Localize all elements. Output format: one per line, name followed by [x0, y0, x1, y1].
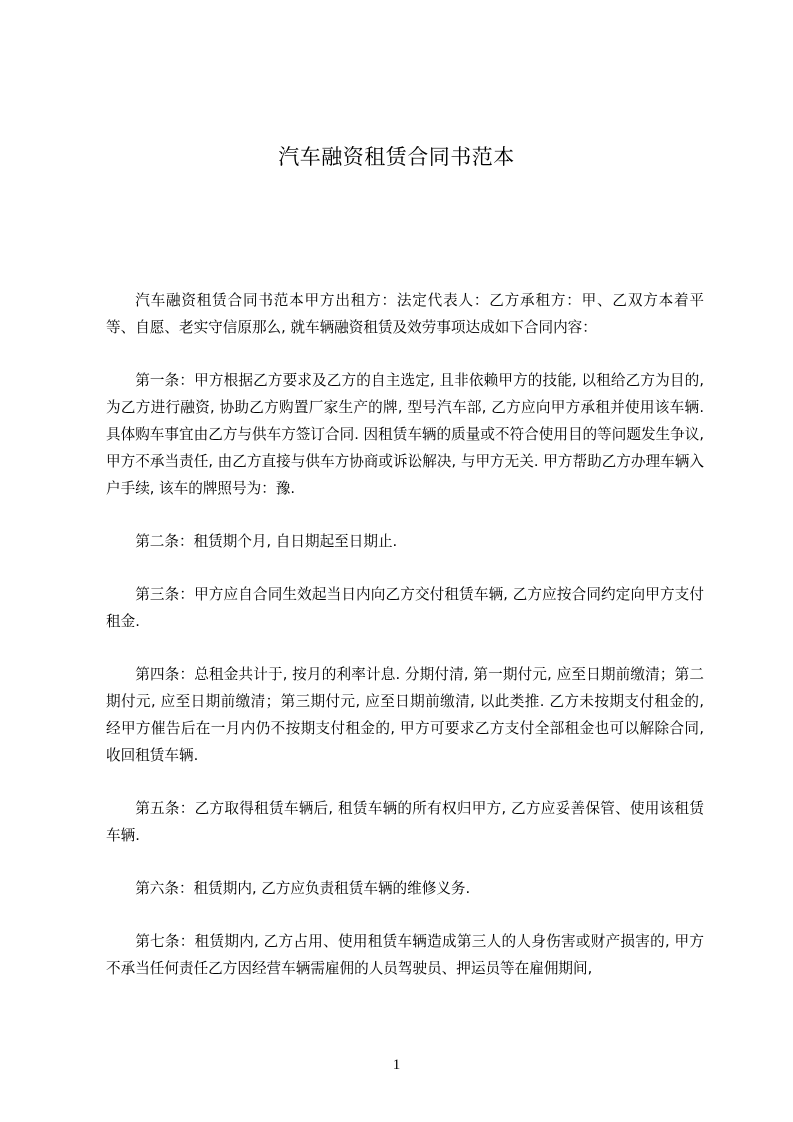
document-body	[106, 287, 704, 1008]
paragraph-article-3: 第三条：甲方应自合同生效起当日内向乙方交付租赁车辆, 乙方应按合同约定向甲方支付租金.	[106, 586, 704, 630]
paragraph-article-7: 第七条：租赁期内, 乙方占用、使用租赁车辆造成第三人的人身伤害或财产损害的, 甲方不承当任何责任乙方因经营车辆需雇佣的人员驾驶员、押运员等在雇佣期间,	[106, 933, 704, 977]
paragraph-article-6: 第六条：租赁期内, 乙方应负责租赁车辆的维修义务.	[135, 880, 471, 897]
paragraph-article-2: 第二条：租赁期个月, 自日期起至日期止.	[135, 533, 398, 550]
paragraph-article-1: 第一条：甲方根据乙方要求及乙方的自主选定, 且非依赖甲方的技能, 以租给乙方为目的, 为乙方进行融资, 协助乙方购置厂家生产的牌, 型号汽车部, 乙方应向甲方承租并使用该车辆. 具体购车事宜由乙方与供车方签订合同. 因租赁车辆的质量或不符合使用目的等问题发生争议, 甲方不承当责任, 由乙方直接与供车方协商或诉讼解决, 与甲方无关. 甲方帮助乙方办理车辆入户手续, 该车的牌照号为：豫.	[106, 372, 704, 497]
paragraph-article-5: 第五条：乙方取得租赁车辆后, 租赁车辆的所有权归甲方, 乙方应妥善保管、使用该租赁车辆.	[106, 800, 704, 844]
page-number: 1	[392, 1057, 401, 1073]
document-title: 汽车融资租赁合同书范本	[278, 145, 515, 169]
paragraph-article-4: 第四条：总租金共计于, 按月的利率计息. 分期付清, 第一期付元, 应至日期前缴清；第二期付元, 应至日期前缴清；第三期付元, 应至日期前缴清, 以此类推. 乙方未按期支付租金的, 经甲方催告后在一月内仍不按期支付租金的, 甲方可要求乙方支付全部租金也可以解除合同, 收回租赁车辆.	[106, 666, 704, 764]
paragraph-intro: 汽车融资租赁合同书范本甲方出租方：法定代表人：乙方承租方：甲、乙双方本着平等、自愿、老实守信原那么, 就车辆融资租赁及效劳事项达成如下合同内容：	[106, 292, 704, 336]
